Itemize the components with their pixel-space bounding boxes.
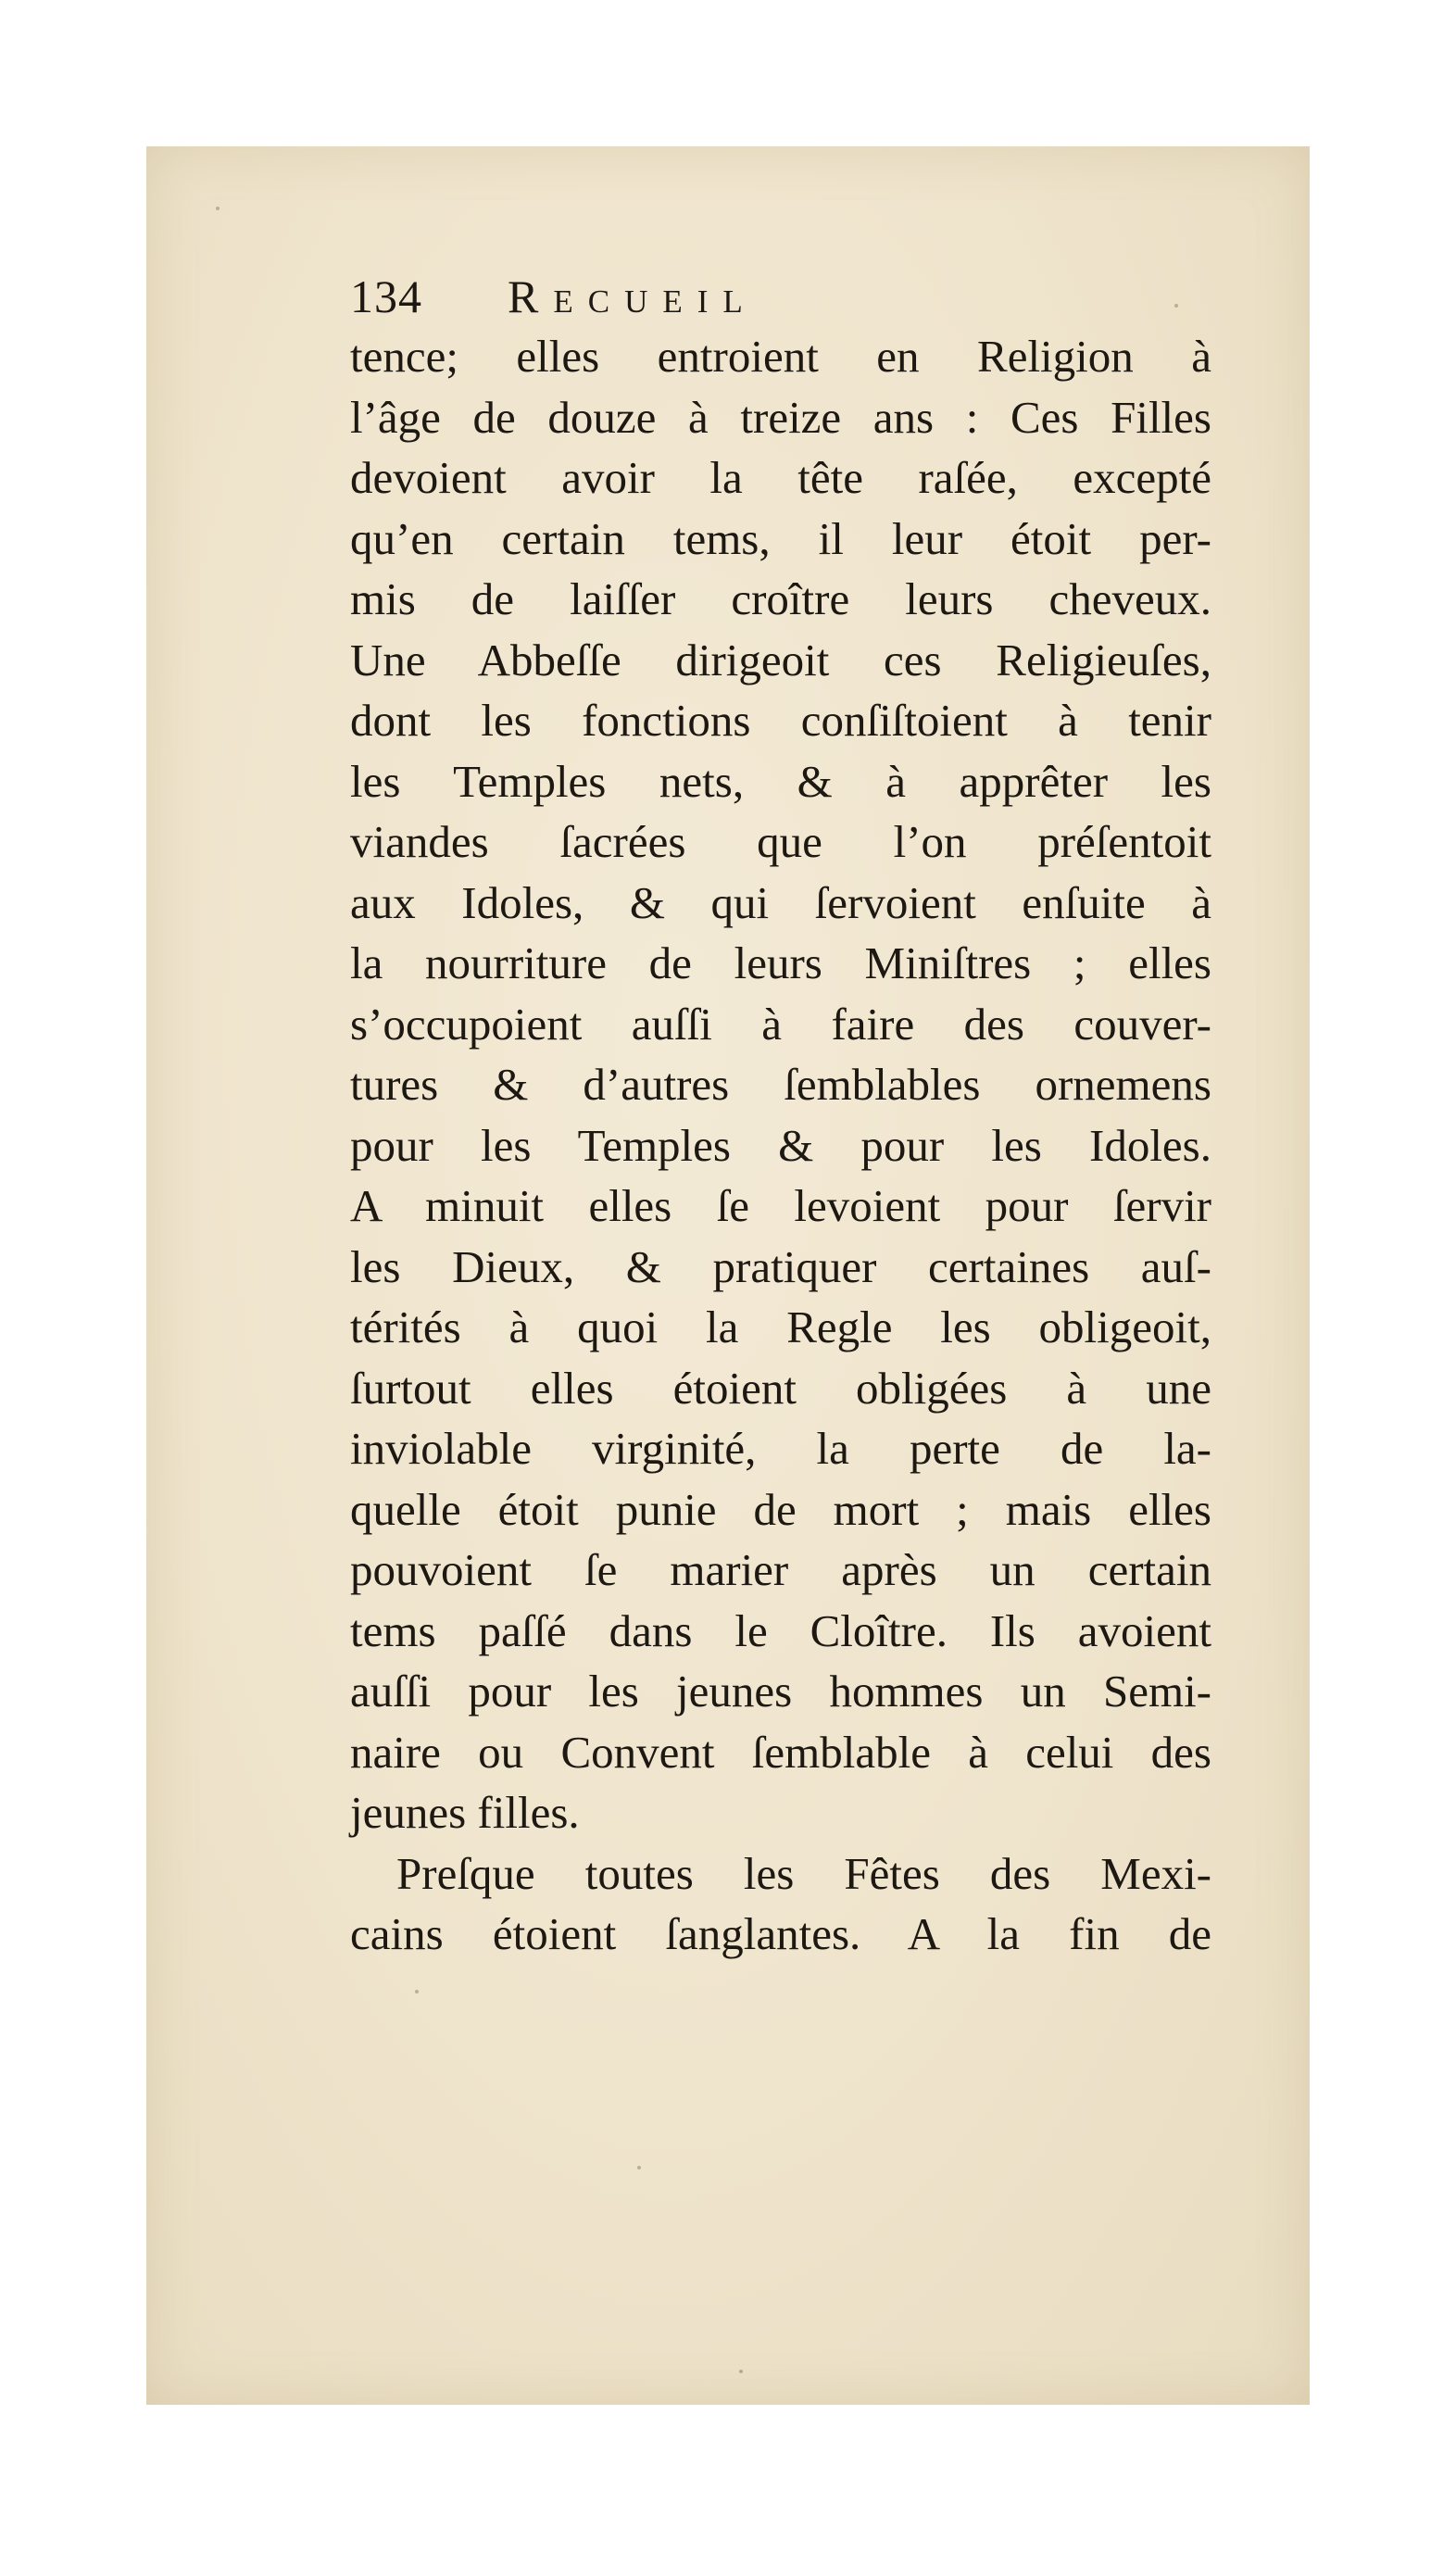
paper-speck <box>637 2166 641 2169</box>
text-line: tems paſſé dans le Cloître. Ils avoient <box>350 1604 1211 1656</box>
text-line: naire ou Convent ſemblable à celui des <box>350 1726 1211 1778</box>
text-line: viandes ſacrées que l’on préſentoit <box>350 816 1211 867</box>
text-line: s’occupoient auſſi à faire des couver- <box>350 998 1211 1050</box>
text-line: dont les fonctions conſiſtoient à tenir <box>350 695 1211 746</box>
book-page <box>146 146 1310 2405</box>
running-title: Recueil <box>508 270 758 322</box>
text-line: A minuit elles ſe levoient pour ſervir <box>350 1180 1211 1231</box>
text-line: jeunes filles. <box>350 1787 580 1838</box>
text-line: l’âge de douze à treize ans : Ces Filles <box>350 391 1211 443</box>
text-line: tures & d’autres ſemblables ornemens <box>350 1059 1211 1110</box>
text-line: pour les Temples & pour les Idoles. <box>350 1119 1211 1171</box>
text-line: la nourriture de leurs Miniſtres ; elles <box>350 937 1211 988</box>
text-line: quelle étoit punie de mort ; mais elles <box>350 1483 1211 1535</box>
text-line: pouvoient ſe marier après un certain <box>350 1544 1211 1595</box>
page-number: 134 <box>350 270 422 322</box>
text-line: auſſi pour les jeunes hommes un Semi- <box>350 1666 1211 1717</box>
text-line: tence; elles entroient en Religion à <box>350 331 1211 382</box>
text-line: ſurtout elles étoient obligées à une <box>350 1362 1211 1414</box>
text-line: les Dieux, & pratiquer certaines auſ- <box>350 1240 1211 1292</box>
paper-speck <box>739 2370 743 2373</box>
text-line: Une Abbeſſe dirigeoit ces Religieuſes, <box>350 634 1211 685</box>
text-line: les Temples nets, & à apprêter les <box>350 755 1211 807</box>
text-line: cains étoient ſanglantes. A la fin de <box>350 1908 1211 1959</box>
text-line: inviolable virginité, la perte de la- <box>350 1423 1211 1474</box>
text-line: devoient avoir la tête raſée, excepté <box>350 452 1211 503</box>
text-line: térités à quoi la Regle les obligeoit, <box>350 1302 1211 1352</box>
text-line: aux Idoles, & qui ſervoient enſuite à <box>350 876 1211 928</box>
text-line: mis de laiſſer croître leurs cheveux. <box>350 573 1211 624</box>
text-line: qu’en certain tems, il leur étoit per- <box>350 512 1211 564</box>
paper-speck <box>415 1990 419 1993</box>
text-line: Preſque toutes les Fêtes des Mexi- <box>396 1847 1211 1899</box>
running-head <box>350 267 1211 326</box>
paper-speck <box>216 207 220 210</box>
page-text <box>350 267 1211 1965</box>
